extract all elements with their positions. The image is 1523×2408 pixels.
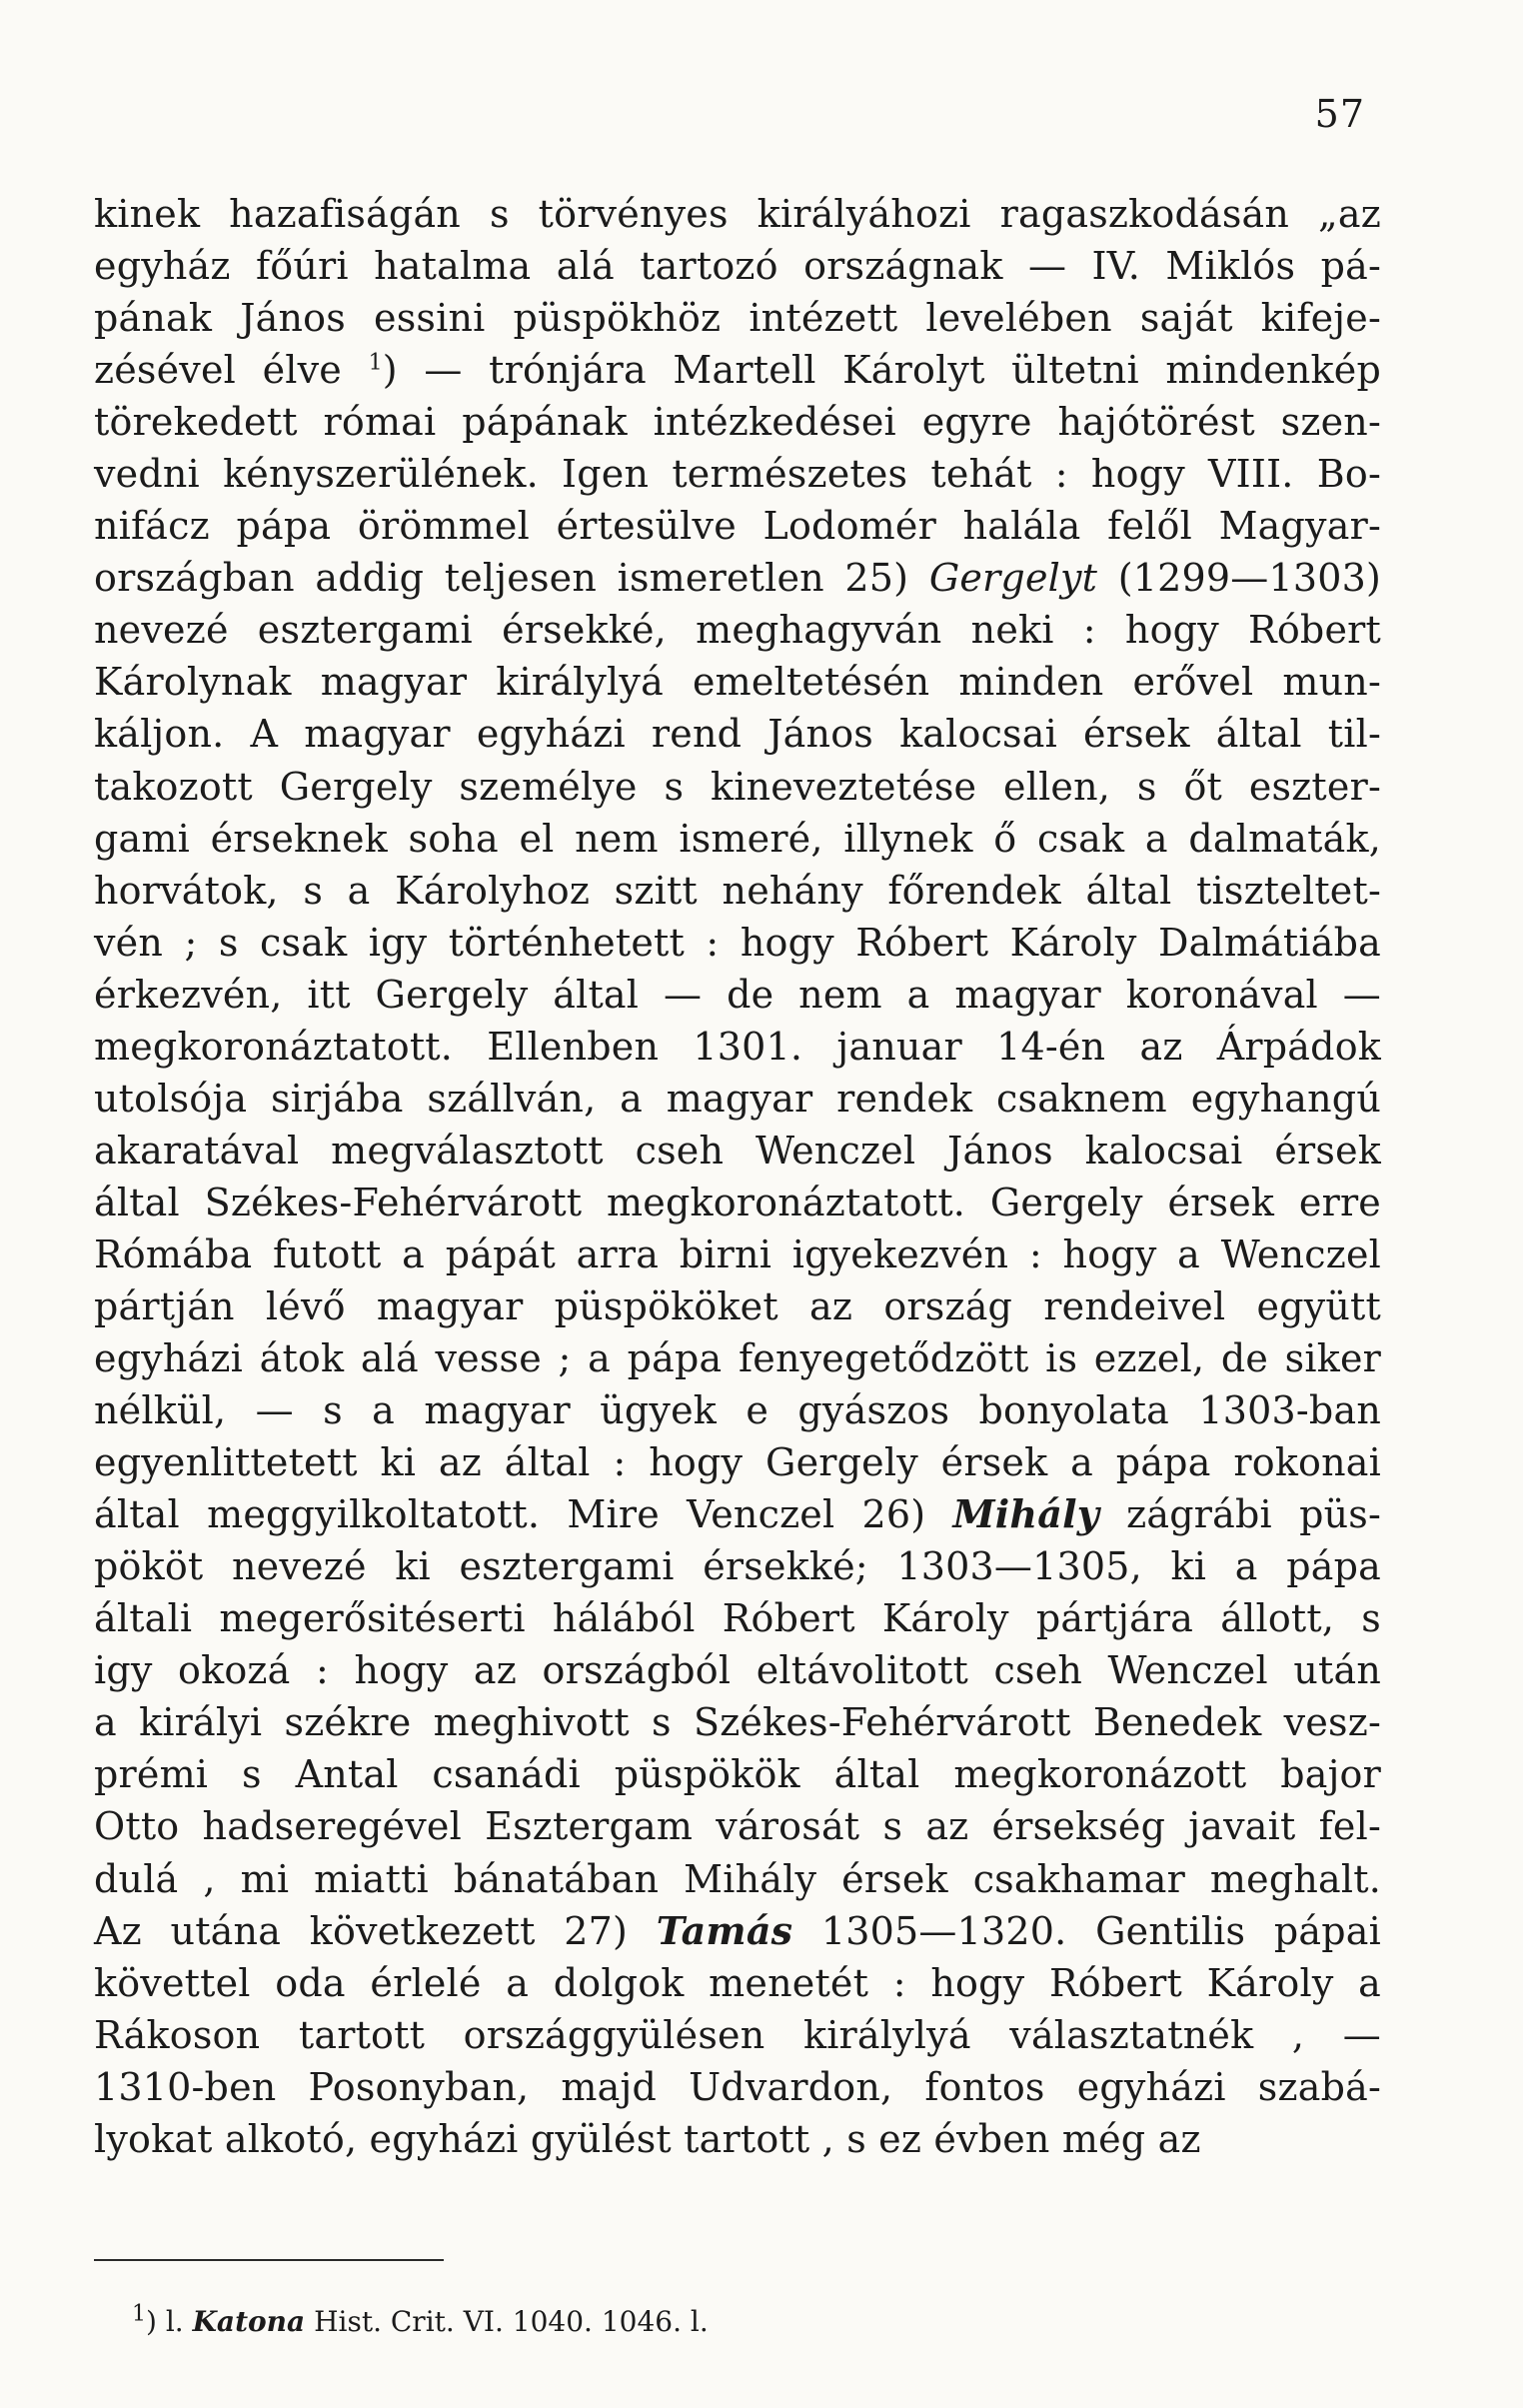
text-line [94,1853,1381,1905]
text-line [94,969,1381,1021]
text-line [94,1332,1381,1384]
text-line [94,1436,1381,1488]
text-line [94,1905,1381,1957]
text-run: horvátok, s a Károlyhoz szitt nehány főrendek által tiszteltet- [94,868,1381,913]
text-run: 1310-ben Posonyban, majd Udvardon, fontos egyházi szabá- [94,2064,1381,2109]
text-line [94,1800,1381,1852]
footnote [132,2301,709,2338]
text-line [94,1644,1381,1696]
text-line [94,1488,1381,1540]
footnote-marker: 1 [132,2301,146,2327]
text-run: (1299—1303) [1097,556,1382,601]
text-run: nélkül, — s a magyar ügyek e gyászos bonyolata 1303-ban [94,1388,1381,1433]
text-run: prémi s Antal csanádi püspökök által megkoronázott bajor [94,1752,1381,1797]
text-line [94,240,1381,292]
text-run: vén ; s csak igy történhetett : hogy Róbert Károly Dalmátiába [94,920,1381,965]
text-line [94,1228,1381,1280]
text-line [94,500,1381,552]
text-run: gami érseknek soha el nem ismeré, illynek ő csak a dalmaták, [94,816,1381,861]
text-run: pártján lévő magyar püspököket az ország rendeivel együtt [94,1283,1381,1328]
text-run: országban addig teljesen ismeretlen 25) [94,556,929,601]
text-line [94,917,1381,969]
body-text [94,188,1381,2165]
text-run: zágrábi püs- [1098,1492,1382,1537]
text-run: Rákoson tartott országgyülésen királylyá választatnék , — [94,2012,1381,2057]
text-run: nevezé esztergami érsekké, meghagyván neki : hogy Róbert [94,608,1381,653]
footnote-citation: Hist. Crit. VI. 1040. 1046. l. [305,2305,709,2338]
text-line [94,656,1381,708]
text-run: által Székes-Fehérvárott megkoronáztatott. Gergely érsek erre [94,1180,1381,1224]
text-run: egyházi átok alá vesse ; a pápa fenyegetődzött is ezzel, de siker [94,1336,1381,1381]
text-line [94,2061,1381,2113]
text-run: által meggyilkoltatott. Mire Venczel 26) [94,1492,953,1537]
text-line [94,1177,1381,1228]
text-run: megkoronáztatott. Ellenben 1301. januar 14-én az Árpádok [94,1024,1381,1069]
text-line [94,813,1381,865]
footnote-reference: 1 [368,350,383,376]
text-run: kinek hazafiságán s törvényes királyáhozi ragaszkodásán „az [94,192,1381,236]
text-run: Az utána következett 27) [94,1908,657,1953]
text-line [94,1540,1381,1592]
person-name: Mihály [952,1491,1099,1537]
text-line [94,292,1381,344]
text-run: egyház főúri hatalma alá tartozó országnak — IV. Miklós pá- [94,244,1381,289]
text-line [94,1073,1381,1125]
text-line [94,1125,1381,1177]
text-line [94,1748,1381,1800]
text-line [94,2009,1381,2061]
footnote-author: Katona [192,2305,306,2338]
text-run: pának János essini püspökhöz intézett levelében saját kifeje- [94,296,1381,341]
text-run: káljon. A magyar egyházi rend János kalocsai érsek által til- [94,712,1381,757]
text-run: vedni kényszerülének. Igen természetes tehát : hogy VIII. Bo- [94,452,1381,497]
footnote-divider [94,2259,444,2261]
text-run: 1305—1320. Gentilis pápai [792,1908,1382,1953]
text-run: a királyi székre meghivott s Székes-Fehérvárott Benedek vesz- [94,1700,1381,1745]
text-run: takozott Gergely személye s kineveztetése ellen, s őt eszter- [94,764,1381,809]
text-line [94,1280,1381,1332]
text-line [94,865,1381,917]
text-run: ) — trónjára Martell Károlyt ültetni mindenkép [382,348,1381,393]
text-run: Rómába futott a pápát arra birni igyekezvén : hogy a Wenczel [94,1231,1381,1276]
text-run: egyenlittetett ki az által : hogy Gergely érsek a pápa rokonai [94,1440,1381,1485]
text-run: általi megerősitéserti hálából Róbert Károly pártjára állott, s [94,1596,1381,1641]
text-line [94,2113,1381,2165]
text-run: dulá , mi miatti bánatában Mihály érsek csakhamar meghalt. [94,1856,1381,1901]
person-name: Tamás [656,1907,793,1953]
page-number: 57 [1314,92,1365,136]
text-line [94,1021,1381,1073]
text-run: érkezvén, itt Gergely által — de nem a magyar koronával — [94,972,1381,1017]
text-run: törekedett római pápának intézkedései egyre hajótörést szen- [94,400,1381,445]
text-line [94,1696,1381,1748]
person-name: Gergelyt [928,556,1098,601]
text-line [94,396,1381,448]
text-run: Károlynak magyar királylyá emeltetésén minden erővel mun- [94,660,1381,705]
text-line [94,188,1381,240]
text-line [94,552,1381,604]
text-run: zésével élve [94,348,369,393]
text-run: akaratával megválasztott cseh Wenczel János kalocsai érsek [94,1128,1381,1173]
text-run: utolsója sirjába szállván, a magyar rendek csaknem egyhangú [94,1076,1381,1121]
footnote-prefix: ) l. [146,2305,193,2338]
text-run: lyokat alkotó, egyházi gyülést tartott , s ez évben még az [94,2116,1201,2161]
text-line [94,1384,1381,1436]
text-run: igy okozá : hogy az országból eltávolitott cseh Wenczel után [94,1648,1381,1693]
text-line [94,708,1381,760]
text-line [94,1592,1381,1644]
text-run: nifácz pápa örömmel értesülve Lodomér halála felől Magyar- [94,504,1381,549]
text-line [94,344,1381,396]
text-run: pököt nevezé ki esztergami érsekké; 1303—1305, ki a pápa [94,1544,1381,1589]
text-line [94,761,1381,813]
text-run: Otto hadseregével Esztergam városát s az érsekség javait fel- [94,1804,1381,1849]
text-run: követtel oda érlelé a dolgok menetét : hogy Róbert Károly a [94,1960,1381,2005]
text-line [94,448,1381,500]
text-line [94,1957,1381,2009]
text-line [94,604,1381,656]
